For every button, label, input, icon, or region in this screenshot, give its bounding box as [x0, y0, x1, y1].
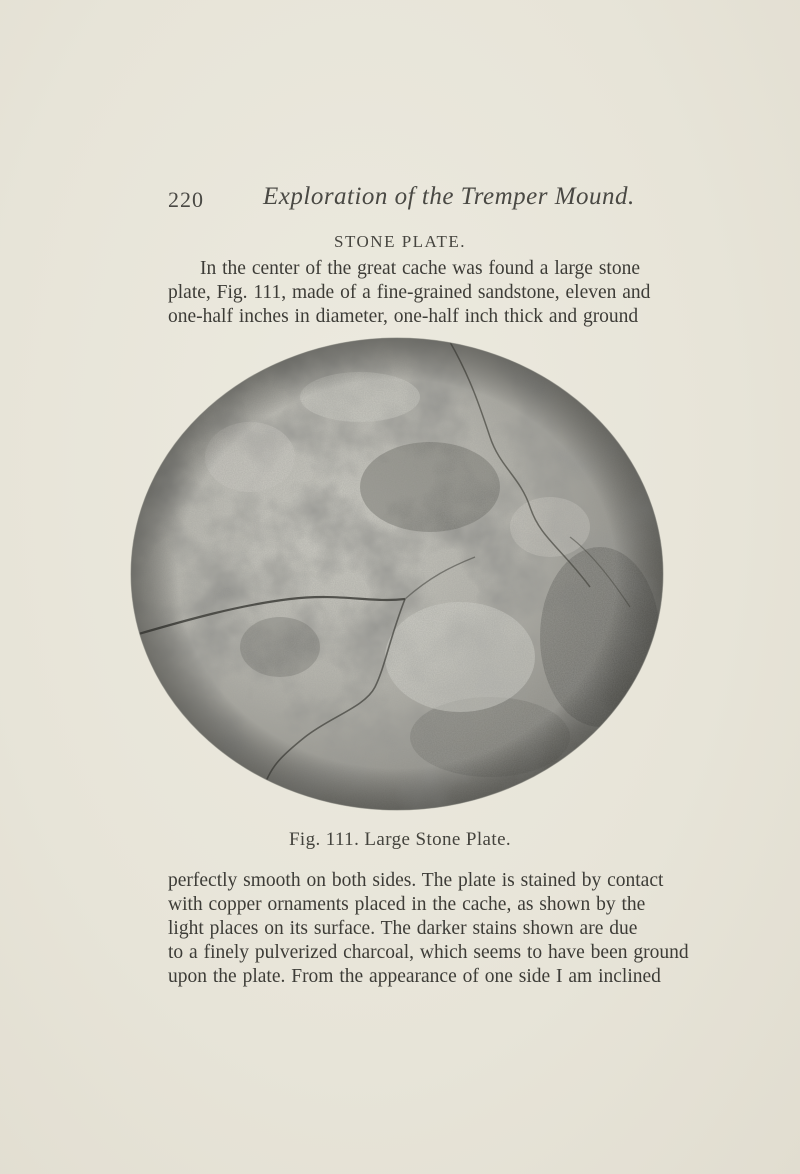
section-heading: STONE PLATE. [334, 232, 466, 251]
figure-caption: Fig. 111. Large Stone Plate. [288, 829, 512, 850]
text-line: perfectly smooth on both sides. The plate is stained by contact [168, 870, 664, 891]
text-line: upon the plate. From the appearance of one side I am inclined [168, 966, 661, 987]
running-title: Exploration of the Tremper Mound. [263, 183, 635, 210]
stone-plate-image [130, 337, 664, 811]
page-number: 220 [168, 187, 204, 212]
running-head [168, 183, 635, 213]
text-line: In the center of the great cache was found a large stone [200, 258, 640, 279]
text-line: light places on its surface. The darker stains shown are due [168, 918, 638, 939]
paragraph-continuation [168, 869, 689, 989]
text-line: to a finely pulverized charcoal, which seems to have been ground [168, 942, 689, 963]
paragraph-intro [168, 257, 651, 329]
text-line: plate, Fig. 111, made of a fine-grained sandstone, eleven and [168, 282, 651, 303]
text-line: one-half inches in diameter, one-half inch thick and ground [168, 306, 639, 327]
stone-plate-figure [130, 337, 664, 811]
text-line: with copper ornaments placed in the cache, as shown by the [168, 894, 646, 915]
